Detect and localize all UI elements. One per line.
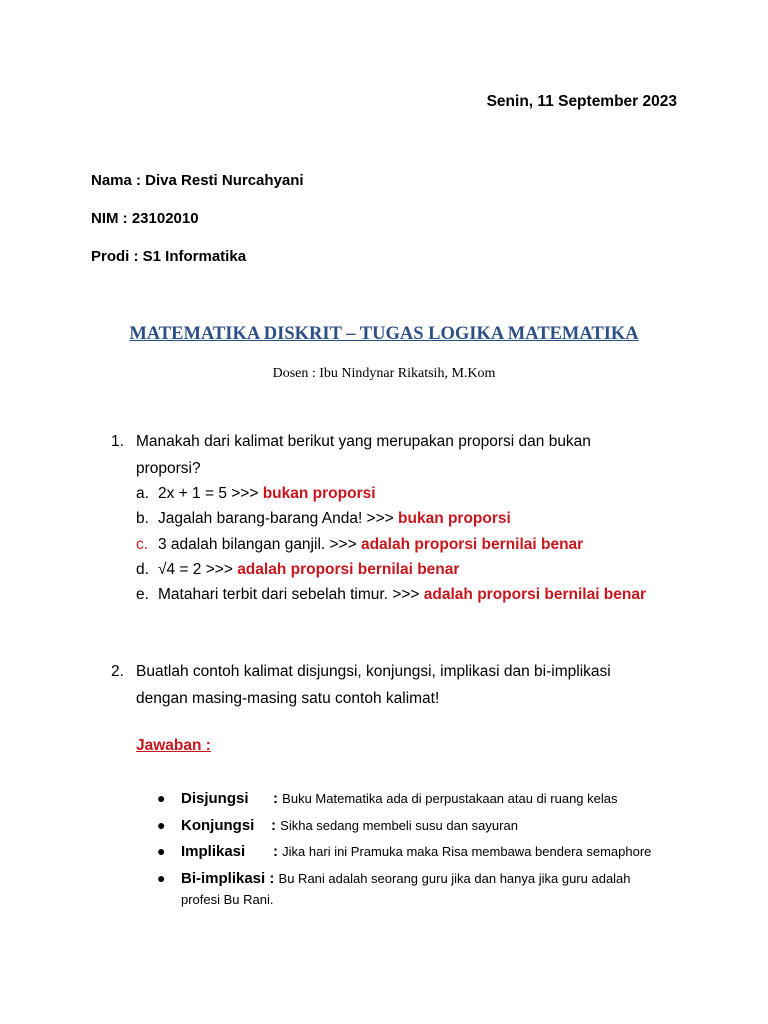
question-1-text: Manakah dari kalimat berikut yang merupakan proporsi dan bukan proporsi? xyxy=(136,433,591,477)
lecturer-line: Dosen : Ibu Nindynar Rikatsih, M.Kom xyxy=(272,366,496,381)
answer-item-bi-implikasi xyxy=(157,870,631,887)
option-letter: b. xyxy=(136,510,149,527)
bullet-icon: ● xyxy=(157,790,166,806)
bullet-icon: ● xyxy=(157,843,166,859)
option-answer: adalah proporsi bernilai benar xyxy=(237,561,460,578)
option-answer: bukan proporsi xyxy=(398,510,511,527)
option-text: √4 = 2 >>> xyxy=(158,561,238,578)
answer-definition-continued: profesi Bu Rani. xyxy=(181,892,274,907)
option-answer: adalah proporsi bernilai benar xyxy=(360,536,584,553)
option-letter: d. xyxy=(136,561,149,578)
option-text: 3 adalah bilangan ganjil. >>> xyxy=(158,536,361,553)
option-answer: adalah proporsi bernilai benar xyxy=(423,586,647,603)
answer-item-disjungsi xyxy=(157,790,618,807)
answer-definition: Bu Rani adalah seorang guru jika dan hanya jika guru adalah xyxy=(278,871,631,886)
date-line: Senin, 11 September 2023 xyxy=(486,93,677,110)
answer-definition: Sikha sedang membeli susu dan sayuran xyxy=(280,818,518,833)
bullet-icon: ● xyxy=(157,870,166,886)
answer-term: Disjungsi xyxy=(181,790,249,807)
answer-definition: Jika hari ini Pramuka maka Risa membawa bendera semaphore xyxy=(282,844,652,859)
answer-colon: : xyxy=(273,843,278,860)
option-b xyxy=(136,510,511,528)
answer-heading: Jawaban : xyxy=(136,737,211,754)
option-answer: bukan proporsi xyxy=(262,485,376,502)
option-letter: c. xyxy=(136,536,149,553)
question-1-number: 1. xyxy=(111,433,124,450)
option-text: 2x + 1 = 5 >>> xyxy=(158,485,263,502)
student-nim: NIM : 23102010 xyxy=(91,210,199,227)
option-text: Jagalah barang-barang Anda! >>> xyxy=(158,510,399,527)
answer-item-konjungsi xyxy=(157,817,518,834)
answer-colon: : xyxy=(273,790,278,807)
option-d xyxy=(136,561,459,579)
answer-item-implikasi xyxy=(157,843,651,860)
question-2-number: 2. xyxy=(111,663,124,680)
answer-colon: : xyxy=(271,817,276,834)
option-c xyxy=(136,536,583,554)
question-2-text: Buatlah contoh kalimat disjungsi, konjungsi, implikasi dan bi-implikasi dengan masing-masing satu contoh kalimat! xyxy=(136,663,611,707)
option-a xyxy=(136,485,376,503)
answer-colon: : xyxy=(269,870,275,887)
answer-definition: Buku Matematika ada di perpustakaan atau di ruang kelas xyxy=(282,791,618,806)
student-name: Nama : Diva Resti Nurcahyani xyxy=(91,172,304,189)
document-title: MATEMATIKA DISKRIT – TUGAS LOGIKA MATEMATIKA xyxy=(129,324,639,344)
option-e xyxy=(136,586,646,604)
option-letter: a. xyxy=(136,485,149,502)
bullet-icon: ● xyxy=(157,817,166,833)
answer-term: Implikasi xyxy=(181,843,246,860)
option-letter: e. xyxy=(136,586,149,603)
option-text: Matahari terbit dari sebelah timur. >>> xyxy=(158,586,424,603)
student-prodi: Prodi : S1 Informatika xyxy=(91,248,247,265)
answer-term: Bi-implikasi xyxy=(181,870,266,887)
answer-term: Konjungsi xyxy=(181,817,255,834)
